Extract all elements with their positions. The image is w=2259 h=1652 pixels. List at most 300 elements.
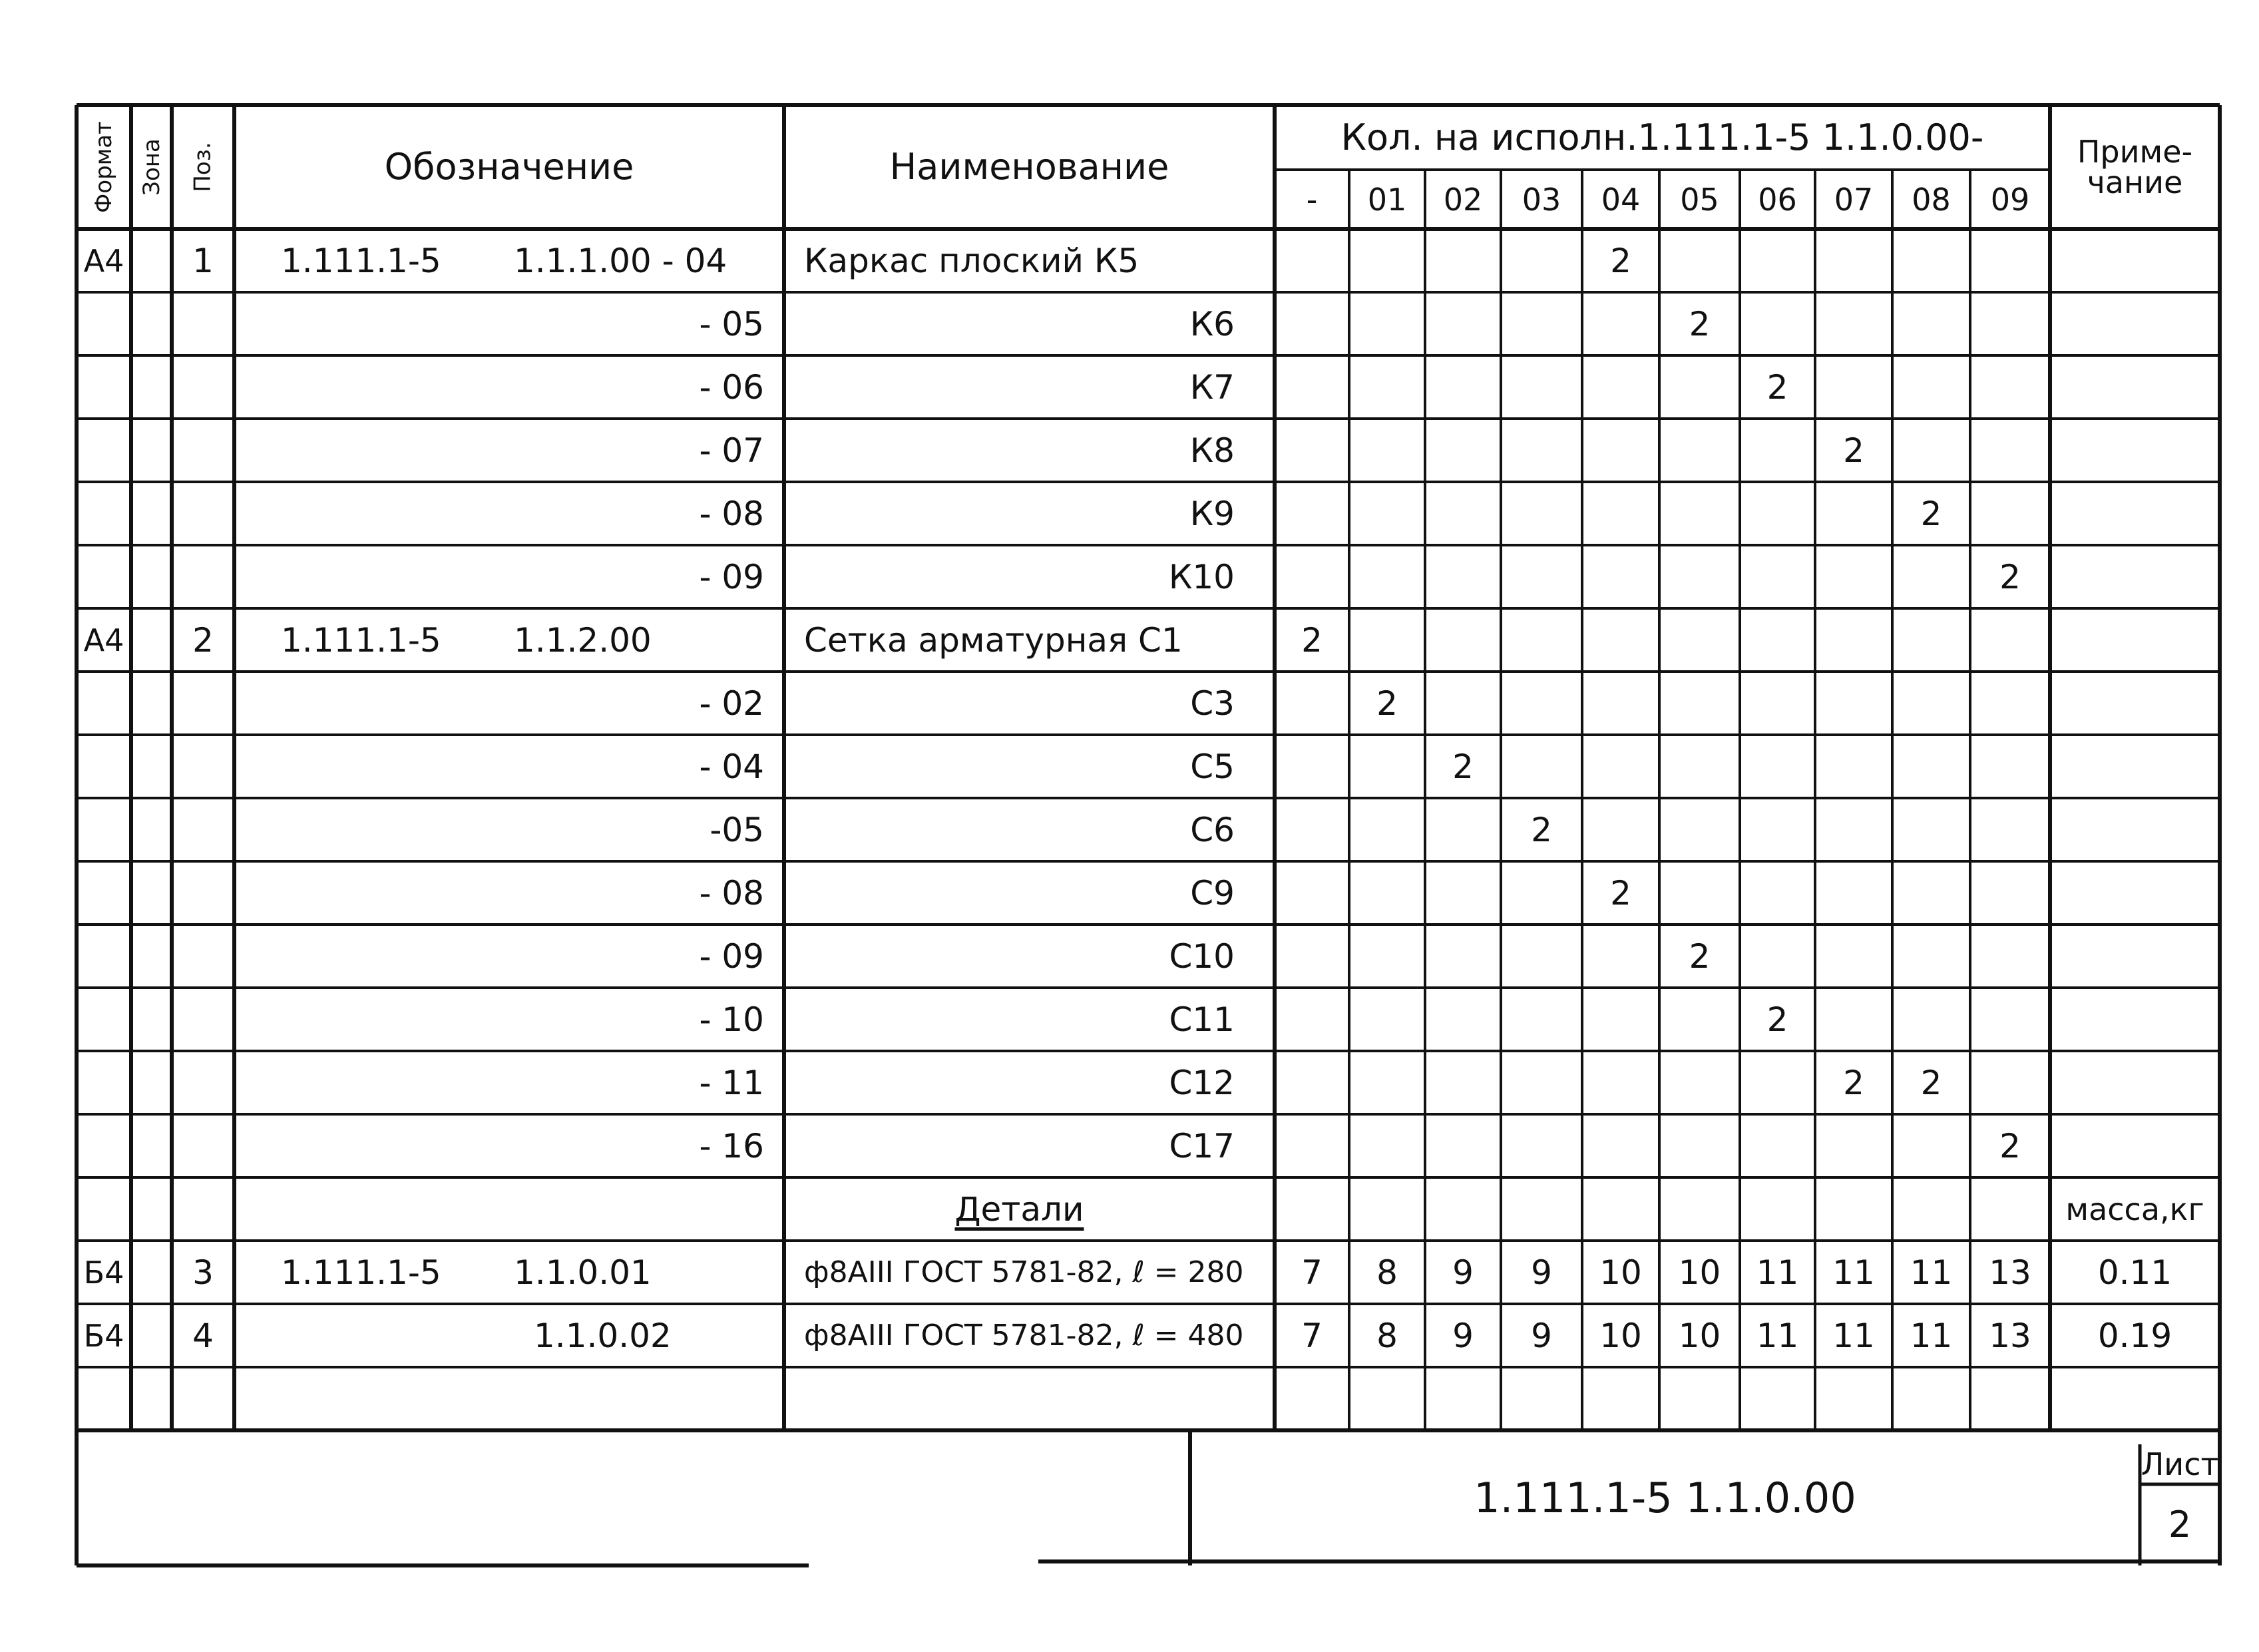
row-series — [281, 1367, 501, 1430]
row-quantity: 2 — [1843, 431, 1864, 470]
row-quantity — [1970, 988, 2050, 1051]
row-format — [77, 672, 131, 735]
row-quantity — [1892, 292, 1970, 355]
row-quantity — [1892, 861, 1970, 925]
header-variant: - — [1306, 181, 1318, 218]
row-quantity — [1349, 1177, 1425, 1241]
row-quantity — [1659, 229, 1740, 292]
row-note — [2050, 861, 2220, 925]
row-quantity: 10 — [1678, 1316, 1721, 1355]
row-pos — [172, 355, 234, 419]
row-pos — [172, 1114, 234, 1177]
row-quantity — [1892, 988, 1970, 1051]
row-name: К7 — [1189, 367, 1235, 407]
row-quantity — [1275, 292, 1349, 355]
row-pos — [172, 925, 234, 988]
row-quantity — [1275, 672, 1349, 735]
header-variant: 06 — [1758, 181, 1797, 218]
row-code: - 02 — [699, 684, 764, 723]
row-quantity: 2 — [1610, 241, 1631, 280]
row-quantity — [1349, 798, 1425, 861]
row-code: - 08 — [699, 494, 764, 533]
row-quantity — [1349, 988, 1425, 1051]
row-quantity: 13 — [1989, 1253, 2031, 1292]
row-name: С17 — [1169, 1126, 1235, 1165]
row-quantity: 10 — [1678, 1253, 1721, 1292]
header-variant: 01 — [1367, 181, 1407, 218]
row-name: С3 — [1190, 684, 1235, 723]
row-format: А4 — [83, 622, 124, 658]
row-quantity: 13 — [1989, 1316, 2031, 1355]
row-quantity — [1815, 925, 1892, 988]
row-quantity — [1501, 482, 1582, 545]
row-format — [77, 545, 131, 608]
row-quantity — [1501, 1367, 1582, 1430]
row-quantity — [1582, 988, 1659, 1051]
row-series — [281, 292, 501, 355]
row-quantity — [1970, 482, 2050, 545]
row-quantity — [1349, 1114, 1425, 1177]
row-quantity — [1659, 1177, 1740, 1241]
row-note — [2050, 988, 2220, 1051]
row-quantity — [1501, 988, 1582, 1051]
row-series — [281, 1051, 501, 1114]
row-quantity — [1425, 545, 1501, 608]
row-quantity — [1740, 925, 1815, 988]
row-format — [77, 988, 131, 1051]
row-name: К8 — [1189, 431, 1235, 470]
row-code: 1.1.0.01 — [514, 1253, 652, 1292]
row-name: С10 — [1169, 936, 1235, 976]
row-quantity — [1349, 355, 1425, 419]
row-quantity — [1582, 735, 1659, 798]
row-pos — [172, 482, 234, 545]
row-quantity — [1740, 482, 1815, 545]
row-quantity: 11 — [1910, 1253, 1953, 1292]
row-pos — [172, 798, 234, 861]
row-quantity — [1425, 798, 1501, 861]
row-quantity — [1892, 545, 1970, 608]
row-quantity: 9 — [1531, 1253, 1552, 1292]
row-quantity — [1501, 925, 1582, 988]
row-name — [804, 1367, 1235, 1430]
row-quantity — [1582, 419, 1659, 482]
row-quantity — [1582, 798, 1659, 861]
row-quantity — [1582, 1177, 1659, 1241]
row-pos: 2 — [192, 620, 214, 660]
row-quantity — [1740, 1051, 1815, 1114]
row-quantity — [1892, 419, 1970, 482]
row-code: -05 — [710, 810, 764, 849]
row-quantity: 2 — [1920, 494, 1942, 533]
row-series — [281, 861, 501, 925]
row-quantity — [1892, 355, 1970, 419]
row-quantity — [1275, 1114, 1349, 1177]
row-code: 1.1.1.00 - 04 — [514, 241, 727, 280]
row-quantity — [1970, 229, 2050, 292]
row-code: 1.1.2.00 — [514, 620, 652, 660]
row-quantity — [1740, 798, 1815, 861]
row-note — [2050, 1367, 2220, 1430]
row-quantity — [1659, 608, 1740, 672]
row-quantity — [1815, 292, 1892, 355]
row-format — [77, 735, 131, 798]
row-format — [77, 1177, 131, 1241]
header-format-text: Формат — [91, 121, 118, 213]
row-code: - 06 — [699, 367, 764, 407]
row-quantity — [1275, 419, 1349, 482]
row-quantity — [1275, 1051, 1349, 1114]
row-quantity — [1970, 735, 2050, 798]
row-quantity — [1275, 735, 1349, 798]
row-quantity — [1740, 861, 1815, 925]
row-name: К9 — [1189, 494, 1235, 533]
row-quantity — [1582, 1114, 1659, 1177]
row-quantity — [1659, 1367, 1740, 1430]
row-quantity — [1659, 545, 1740, 608]
row-quantity — [1275, 925, 1349, 988]
row-quantity — [1659, 861, 1740, 925]
row-quantity: 2 — [1843, 1063, 1864, 1102]
row-quantity — [1275, 798, 1349, 861]
row-quantity — [1582, 355, 1659, 419]
row-quantity — [1659, 419, 1740, 482]
row-note — [2050, 419, 2220, 482]
row-note — [2050, 925, 2220, 988]
row-format — [77, 861, 131, 925]
row-quantity — [1970, 1367, 2050, 1430]
row-format — [77, 1114, 131, 1177]
row-quantity — [1275, 1177, 1349, 1241]
row-name: С5 — [1190, 747, 1235, 786]
header-format — [77, 105, 131, 229]
row-format — [77, 1367, 131, 1430]
row-note — [2050, 608, 2220, 672]
row-quantity: 8 — [1376, 1316, 1398, 1355]
row-quantity — [1349, 482, 1425, 545]
row-series — [281, 1304, 501, 1367]
row-quantity: 2 — [1301, 620, 1323, 660]
row-quantity — [1970, 861, 2050, 925]
row-quantity — [1349, 419, 1425, 482]
row-quantity — [1501, 545, 1582, 608]
row-quantity — [1659, 1051, 1740, 1114]
row-quantity: 7 — [1301, 1316, 1323, 1355]
document-code: 1.111.1-5 1.1.0.00 — [1474, 1473, 1856, 1522]
row-quantity: 11 — [1910, 1316, 1953, 1355]
header-variant: 05 — [1680, 181, 1719, 218]
row-pos — [172, 861, 234, 925]
row-format: Б4 — [83, 1254, 124, 1291]
row-quantity — [1740, 545, 1815, 608]
header-pos — [172, 105, 234, 229]
row-name: К10 — [1168, 557, 1235, 596]
row-quantity — [1740, 1114, 1815, 1177]
row-code: - 09 — [699, 936, 764, 976]
row-note — [2050, 672, 2220, 735]
row-quantity — [1582, 482, 1659, 545]
row-quantity — [1501, 672, 1582, 735]
row-note — [2050, 1114, 2220, 1177]
row-series — [281, 355, 501, 419]
row-quantity — [1659, 735, 1740, 798]
row-code: - 11 — [699, 1063, 764, 1102]
row-quantity — [1425, 1367, 1501, 1430]
row-series — [281, 482, 501, 545]
row-quantity: 2 — [1920, 1063, 1942, 1102]
row-pos: 3 — [192, 1253, 214, 1292]
row-quantity — [1582, 672, 1659, 735]
row-quantity — [1425, 925, 1501, 988]
header-zone-text: Зона — [138, 138, 165, 196]
row-quantity — [1659, 798, 1740, 861]
row-quantity — [1582, 925, 1659, 988]
row-code: - 04 — [699, 747, 764, 786]
row-quantity — [1349, 925, 1425, 988]
row-quantity: 9 — [1531, 1316, 1552, 1355]
row-quantity — [1740, 735, 1815, 798]
row-series — [281, 672, 501, 735]
row-quantity — [1501, 1051, 1582, 1114]
row-pos: 1 — [192, 241, 214, 280]
row-quantity — [1740, 608, 1815, 672]
row-note — [2050, 482, 2220, 545]
row-quantity — [1892, 1367, 1970, 1430]
row-pos — [172, 988, 234, 1051]
row-quantity — [1582, 1051, 1659, 1114]
row-series — [281, 545, 501, 608]
row-code: - 10 — [699, 1000, 764, 1039]
row-quantity: 10 — [1599, 1253, 1642, 1292]
row-quantity — [1659, 482, 1740, 545]
row-note: масса,кг — [2065, 1191, 2204, 1227]
row-format — [77, 482, 131, 545]
header-variant: 03 — [1522, 181, 1561, 218]
row-pos — [172, 545, 234, 608]
row-quantity: 10 — [1599, 1316, 1642, 1355]
row-quantity — [1892, 608, 1970, 672]
row-quantity — [1425, 988, 1501, 1051]
row-quantity: 11 — [1832, 1316, 1875, 1355]
row-name: Сетка арматурная С1 — [804, 620, 1183, 660]
row-quantity — [1892, 672, 1970, 735]
row-note — [2050, 798, 2220, 861]
row-quantity: 2 — [1689, 936, 1711, 976]
row-quantity — [1892, 798, 1970, 861]
row-name: К6 — [1189, 304, 1235, 343]
row-series — [281, 798, 501, 861]
row-quantity — [1275, 545, 1349, 608]
row-note: 0.11 — [2097, 1253, 2172, 1292]
row-quantity — [1740, 672, 1815, 735]
sheet-number: 2 — [2168, 1504, 2192, 1546]
row-quantity — [1659, 672, 1740, 735]
header-name: Наименование — [889, 146, 1169, 188]
row-quantity — [1425, 229, 1501, 292]
row-quantity — [1425, 1114, 1501, 1177]
row-quantity — [1970, 355, 2050, 419]
header-pos-text: Поз. — [189, 142, 216, 192]
row-format — [77, 292, 131, 355]
row-code: 1.1.0.02 — [534, 1316, 672, 1355]
row-series — [281, 1177, 501, 1241]
header-zone — [131, 105, 172, 229]
row-quantity — [1970, 1051, 2050, 1114]
row-format — [77, 925, 131, 988]
row-name: С12 — [1169, 1063, 1235, 1102]
header-designation: Обозначение — [384, 146, 634, 188]
row-quantity: 2 — [1452, 747, 1474, 786]
row-quantity: 2 — [1999, 557, 2021, 596]
row-note: 0.19 — [2097, 1316, 2172, 1355]
row-quantity — [1275, 988, 1349, 1051]
row-series: 1.111.1-5 — [281, 1253, 441, 1292]
row-quantity — [1815, 229, 1892, 292]
row-quantity — [1815, 988, 1892, 1051]
header-variant: 04 — [1601, 181, 1641, 218]
row-quantity — [1425, 1177, 1501, 1241]
row-series: 1.111.1-5 — [281, 241, 441, 280]
row-pos — [172, 672, 234, 735]
row-quantity: 2 — [1531, 810, 1552, 849]
row-quantity — [1815, 1177, 1892, 1241]
row-quantity — [1501, 735, 1582, 798]
row-quantity — [1970, 925, 2050, 988]
row-series — [281, 735, 501, 798]
row-quantity — [1425, 861, 1501, 925]
row-pos — [172, 419, 234, 482]
row-pos — [172, 1177, 234, 1241]
row-quantity: 2 — [1689, 304, 1711, 343]
row-note — [2050, 229, 2220, 292]
row-quantity: 9 — [1452, 1316, 1474, 1355]
row-format — [77, 798, 131, 861]
row-quantity: 11 — [1756, 1316, 1799, 1355]
row-quantity — [1970, 419, 2050, 482]
row-quantity — [1970, 292, 2050, 355]
row-quantity — [1425, 419, 1501, 482]
row-quantity — [1892, 1114, 1970, 1177]
row-pos — [172, 735, 234, 798]
row-name: С9 — [1190, 873, 1235, 913]
header-variant: 08 — [1912, 181, 1951, 218]
row-quantity — [1501, 229, 1582, 292]
row-quantity — [1815, 672, 1892, 735]
header-quantity: Кол. на исполн.1.111.1-5 1.1.0.00- — [1340, 116, 1984, 158]
row-quantity — [1501, 608, 1582, 672]
row-quantity: 2 — [1766, 367, 1788, 407]
row-quantity: 2 — [1766, 1000, 1788, 1039]
row-quantity — [1970, 608, 2050, 672]
row-quantity: 2 — [1999, 1126, 2021, 1165]
row-quantity — [1815, 482, 1892, 545]
row-quantity — [1275, 229, 1349, 292]
row-quantity — [1740, 292, 1815, 355]
row-quantity — [1349, 229, 1425, 292]
row-quantity — [1815, 608, 1892, 672]
row-series — [281, 419, 501, 482]
row-name: ф8АIII ГОСТ 5781-82, ℓ = 480 — [804, 1318, 1244, 1352]
row-format: А4 — [83, 242, 124, 279]
row-format — [77, 355, 131, 419]
row-quantity — [1815, 798, 1892, 861]
row-quantity — [1582, 608, 1659, 672]
header-note: Приме- чание — [2077, 134, 2193, 200]
row-series — [281, 988, 501, 1051]
row-quantity — [1582, 292, 1659, 355]
row-quantity — [1275, 861, 1349, 925]
row-code — [514, 1177, 764, 1241]
header-variant: 07 — [1834, 181, 1874, 218]
row-pos — [172, 292, 234, 355]
row-quantity — [1970, 672, 2050, 735]
row-quantity — [1425, 482, 1501, 545]
row-quantity — [1275, 355, 1349, 419]
row-quantity — [1349, 861, 1425, 925]
row-name: ф8АIII ГОСТ 5781-82, ℓ = 280 — [804, 1255, 1244, 1289]
row-code: - 08 — [699, 873, 764, 913]
row-quantity — [1659, 988, 1740, 1051]
row-quantity — [1349, 1367, 1425, 1430]
row-quantity: 8 — [1376, 1253, 1398, 1292]
row-quantity — [1659, 355, 1740, 419]
row-code: - 05 — [699, 304, 764, 343]
row-quantity — [1582, 1367, 1659, 1430]
row-quantity — [1892, 229, 1970, 292]
row-quantity — [1501, 1177, 1582, 1241]
row-quantity — [1815, 355, 1892, 419]
row-quantity — [1349, 545, 1425, 608]
row-quantity — [1740, 1177, 1815, 1241]
row-quantity — [1740, 419, 1815, 482]
row-pos: 4 — [192, 1316, 214, 1355]
row-quantity — [1425, 608, 1501, 672]
row-quantity — [1501, 1114, 1582, 1177]
sheet-label: Лист — [2141, 1446, 2219, 1482]
row-note — [2050, 1051, 2220, 1114]
row-series — [281, 925, 501, 988]
row-quantity — [1501, 355, 1582, 419]
row-quantity — [1970, 798, 2050, 861]
row-code — [514, 1367, 764, 1430]
row-quantity — [1892, 925, 1970, 988]
row-quantity — [1275, 482, 1349, 545]
row-quantity — [1425, 672, 1501, 735]
row-code: - 07 — [699, 431, 764, 470]
row-quantity — [1501, 292, 1582, 355]
row-quantity — [1349, 1051, 1425, 1114]
row-quantity — [1425, 1051, 1501, 1114]
row-format — [77, 1051, 131, 1114]
row-quantity — [1815, 1114, 1892, 1177]
row-quantity: 7 — [1301, 1253, 1323, 1292]
row-format — [77, 419, 131, 482]
row-pos — [172, 1051, 234, 1114]
row-quantity — [1815, 735, 1892, 798]
row-quantity — [1740, 229, 1815, 292]
row-name: С11 — [1169, 1000, 1235, 1039]
row-quantity: 11 — [1832, 1253, 1875, 1292]
row-quantity — [1425, 292, 1501, 355]
row-quantity — [1892, 735, 1970, 798]
row-quantity: 9 — [1452, 1253, 1474, 1292]
row-name: Детали — [954, 1189, 1084, 1229]
row-quantity: 2 — [1610, 873, 1631, 913]
row-quantity: 2 — [1376, 684, 1398, 723]
row-format: Б4 — [83, 1317, 124, 1354]
row-pos — [172, 1367, 234, 1430]
row-quantity — [1740, 1367, 1815, 1430]
